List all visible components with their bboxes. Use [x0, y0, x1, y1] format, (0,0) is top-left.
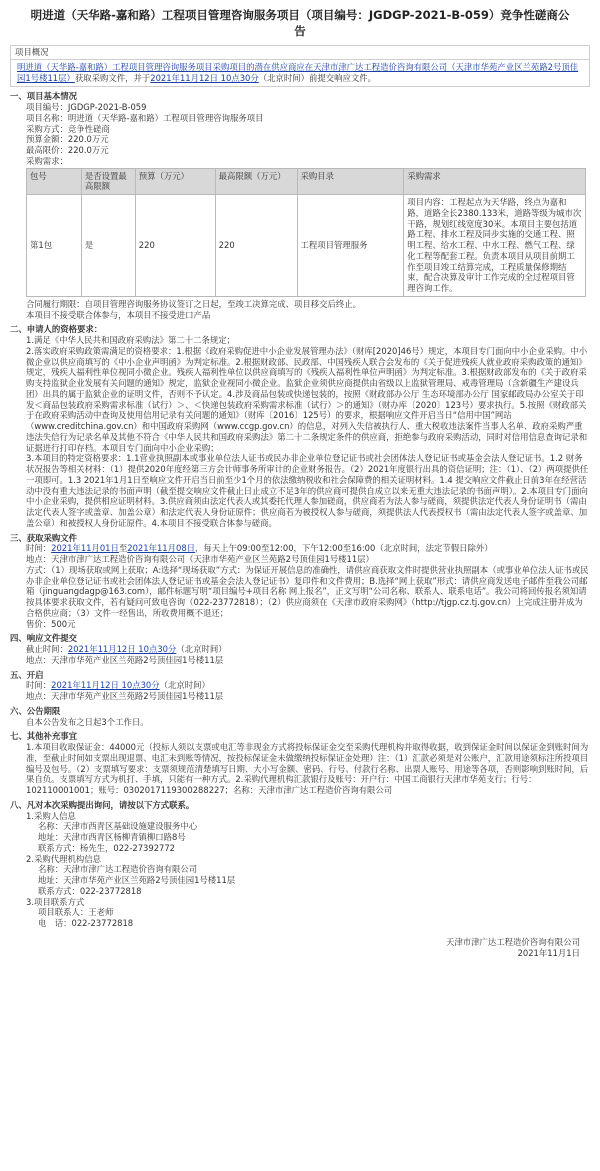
project-name: 项目名称：明进道（天华路-嘉和路）工程项目管理咨询服务项目: [26, 112, 264, 123]
table-cell-catalog: 工程项目管理服务: [297, 195, 404, 297]
budget-amount: 预算金额：220.0万元: [26, 134, 109, 145]
overview-text: 明进道（天华路-嘉和路）工程项目管理咨询服务项目采购项目的潜在供应商应在天津市津广达工程造价咨询有限公司（天津市华苑产业区兰苑路2号顶佳园1号楼11层）获取采购文件，并于2021年11月12日 10点30分（北京时间）前提交响应文件。: [17, 61, 579, 83]
consortium-note: 本项目不接受联合体参与，本项目不接受进口产品: [26, 309, 211, 320]
section-7-heading: 七、其他补充事宜: [10, 731, 77, 742]
section-7-body: [10, 742, 590, 796]
obtain-end-date: 2021年11月08日: [127, 543, 196, 554]
max-price: 最高限价：220.0万元: [26, 145, 109, 156]
document-price: 售价：500元: [26, 618, 76, 629]
table-header: 是否设置最高限额: [81, 168, 135, 195]
announcement-period: 自本公告发布之日起3个工作日。: [26, 716, 149, 727]
table-cell-limit: 是: [81, 195, 135, 297]
obtain-method: 方式：（1）现场获取或网上获取；A:选择“现场获取”方式：为保证开展信息的准确性，请供应商获取文件时提供营业执照副本（或事业单位法人证书或民办非企业单位登记证书或社会团体法人登记证书或基金会法人登记证书）复印件和文件费用；B.选择“网上获取”形式：请供应商发送电子邮件至我公司邮箱（jinguangdagp@163.com），邮件标题写明“项目编号+项目名称 网上报名”，正文写明“公司名称、联系人、联系电话”。我公司将回传报名须知请按具体要求获取文件，若有疑问可致电咨询（022-23772818）；（2）供应商须在《天津市政府采购网》（http://tjgp.cz.tj.gov.cn）上完成注册并成为合格供应商；（3）文件一经售出，所收费用概不退还；: [26, 564, 589, 618]
project-code: 项目编号：JGDGP-2021-B-059: [26, 102, 147, 113]
section-8-heading: 八、凡对本次采购提出询问，请按以下方式联系。: [10, 799, 195, 810]
section-4-body: [10, 644, 590, 666]
overview-supplier-address: 明进道（天华路-嘉和路）工程项目管理咨询服务项目采购项目的潜在供应商应在天津市津广达工程造价咨询有限公司（天津市华苑产业区兰苑路2号顶佳园1号楼11层）: [17, 61, 579, 83]
requirements-label: 采购需求：: [26, 155, 68, 166]
requirements-table: [26, 168, 586, 297]
footer-org: 天津市津广达工程造价咨询有限公司: [446, 936, 580, 947]
overview-deadline: 2021年11月12日 10点30分: [150, 72, 259, 83]
footer: [10, 937, 590, 959]
table-cell-budget: 220: [135, 195, 215, 297]
section-2-heading: 二、申请人的资格要求：: [10, 324, 103, 335]
section-3-heading: 三、获取采购文件: [10, 532, 77, 543]
project-contact-person: 项目联系人：王老师: [38, 907, 114, 918]
section-4-heading: 四、响应文件提交: [10, 633, 77, 644]
table-cell-package: 第1包: [27, 195, 82, 297]
purchaser-address: 地址：天津市西青区杨柳青镇柳口路8号: [38, 832, 186, 843]
opening-place: 地点：天津市华苑产业区兰苑路2号顶佳园1号楼11层: [26, 691, 224, 702]
section-5-heading: 五、开启: [10, 669, 44, 680]
overview-label: 项目概况: [11, 46, 589, 60]
section-1-heading: 一、项目基本情况: [10, 91, 77, 102]
obtain-time: 时间：2021年11月01日至2021年11月08日，每天上午09:00至12:00，下午12:00至16:00（北京时间，法定节假日除外）: [26, 543, 493, 554]
table-header: 最高限额（万元）: [215, 168, 297, 195]
table-header: 包号: [27, 168, 82, 195]
section-1-lines: [10, 102, 590, 167]
purchaser-name: 名称：天津市西青区基础设施建设服务中心: [38, 821, 198, 832]
section-1-after: [10, 299, 590, 321]
section-3-body: [10, 543, 590, 629]
submission-place: 地点：天津市华苑产业区兰苑路2号顶佳园1号楼11层: [26, 654, 224, 665]
agency-contact: 联系方式：022-23772818: [38, 885, 142, 896]
agency-address: 地址：天津市华苑产业区兰苑路2号顶佳园1号楼11层: [38, 875, 236, 886]
table-header: 预算（万元）: [135, 168, 215, 195]
submission-deadline: 截止时间：2021年11月12日 10点30分（北京时间）: [26, 644, 227, 655]
table-row: [27, 195, 586, 297]
qualification-3: 3.本项目的特定资格要求：1.1营业执照副本或事业单位法人证书或民办非企业单位登记证书或社会团体法人登记证书或基金会法人登记证书。1.2 财务状况报告等相关材料：（1）提供2020年度经第三方会计师事务所审计的企业财务报告。（2）2021年度银行出具的资信证明；注：（1）、（2）两项提供任一项即可。1.3 2021年1月1日至响应文件开启当日前至少1个月的依法缴纳税收和社会保障费的相关证明材料。1.4 提交响应文件截止日前3年在经营活动中没有重大违法记录的书面声明（截至提交响应文件截止日止成立不足3年的供应商可提供自成立以来无重大违法记录的书面声明）。2.本项目专门面向中小企业采购，提供相应证明材料。3.供应商须由法定代表人或其委托代理人参加磋商，供应商若为法人参与磋商，须提供法定代表人身份证明书（需由法定代表人签字或盖章、加盖公章）和法定代表人身份证原件；供应商若为被授权人参与磋商，须提供法人代表授权书（需由法定代表人签字或盖章、加盖公章）和被授权人身份证原件。4.本项目不接受联合体参与磋商。: [26, 453, 589, 528]
obtain-place: 地点：天津市津广达工程造价咨询有限公司（天津市华苑产业区兰苑路2号顶佳园1号楼11层）: [26, 554, 374, 565]
qualification-1: 1.满足《中华人民共和国政府采购法》第二十二条规定；: [26, 335, 235, 346]
project-contact-title: 3.项目联系方式: [26, 896, 85, 907]
table-header-row: [27, 168, 586, 195]
section-6-heading: 六、公告期限: [10, 705, 61, 716]
purchaser-title: 1.采购人信息: [26, 810, 76, 821]
agency-name: 名称：天津市津广达工程造价咨询有限公司: [38, 864, 198, 875]
footer-date: 2021年11月1日: [517, 947, 580, 958]
section-2-body: [10, 335, 590, 529]
procurement-method: 采购方式：竞争性磋商: [26, 123, 110, 134]
agency-title: 2.采购代理机构信息: [26, 853, 101, 864]
qualification-2: 2.落实政府采购政策需满足的资格要求：1.根据《政府采购促进中小企业发展管理办法》（财库[2020]46号）规定，本项目专门面向中小企业采购。中小微企业以供应商填写的《中小企业声明函》为判定标准。2.根据财政部、民政部、中国残疾人联合会发布的《关于促进残疾人就业政府采购政策的通知》规定，残疾人福利性单位视同小微企业。残疾人福利性单位以供应商填写的《残疾人福利性单位声明函》为判定标准。3.根据财政部发布的《关于政府采购支持监狱企业发展有关问题的通知》规定，监狱企业视同小微企业。监狱企业须供应商提供由省级以上监狱管理局、戒毒管理局（含新疆生产建设兵团）出具的属于监狱企业的证明文件，否则不予认定。4.涉及商品包装或快递包装的，按照《财政部办公厅 生态环境部办公厅 国家邮政局办公室关于印发＜商品包装政府采购需求标准（试行）＞、＜快递包装政府采购需求标准（试行）＞的通知》（财办库〔2020〕123号）要求执行。5.按照《财政部关于在政府采购活动中查询及使用信用记录有关问题的通知》（财库〔2016〕125号）的要求，根据响应文件开启当日“信用中国”网站（www.creditchina.gov.cn）和中国政府采购网（www.ccgp.gov.cn）的信息，对列入失信被执行人、重大税收违法案件当事人名单、政府采购严重违法失信行为记录名单及其他不符合《中华人民共和国政府采购法》第二十二条规定条件的供应商，拒绝参与政府采购活动，同时对信用信息查询记录和证据进行打印存档。本项目专门面向中小企业采购；: [26, 345, 588, 453]
deposit-info: 1.本项目收取保证金：44000元（投标人须以支票或电汇等非现金方式将投标保证金交至采购代理机构并取得收据，收到保证金时间以保证金到账时间为准，至截止时间如支票出现退票、电汇未到账等情况，按投标保证金未做缴纳投标保证金处理）注：（1）汇款必须是对公账户，汇款用途须标注所投项目编号及包号。（2）支票填写要求：支票须规范清楚填写日期、大小写金额、密码、行号、付款行名称、出票人账号、用途等各项，否则影响到账时间，后果自负。支票填写方式为机打、手填，只能有一种方式。2.采购代理机构汇款银行及账号：开户行：中国工商银行天津市华苑支行；行号：102110001001；账号：0302017119300288227；名称：天津市津广达工程造价咨询有限公司: [26, 742, 589, 796]
section-6-body: [10, 717, 590, 728]
project-overview-box: [10, 45, 590, 87]
table-cell-max: 220: [215, 195, 297, 297]
table-header: 采购目录: [297, 168, 404, 195]
opening-time: 时间：2021年11月12日 10点30分（北京时间）: [26, 680, 210, 691]
table-header: 采购需求: [404, 168, 586, 195]
contract-term: 合同履行期限：自项目管理咨询服务协议签订之日起，至竣工决算完成、项目移交后终止。: [26, 298, 361, 309]
purchaser-contact: 联系方式：杨先生，022-27392772: [38, 842, 176, 853]
obtain-start-date: 2021年11月01日: [51, 543, 119, 554]
section-8-body: [10, 811, 590, 929]
project-contact-phone: 电 话：022-23772818: [38, 918, 134, 929]
section-5-body: [10, 680, 590, 702]
page-title: 明进道（天华路-嘉和路）工程项目管理咨询服务项目（项目编号：JGDGP-2021-B-059）竞争性磋商公告: [30, 8, 570, 38]
table-cell-requirement: 项目内容：工程起点为天华路，终点为嘉和路，道路全长2380.133米，道路等级为城市次干路，规划红线宽度30米。本项目主要包括道路工程、排水工程及同步实施的交通工程、照明工程、给水工程、中水工程、燃气工程、绿化工程等配套工程。负责本项目从项目前期工作至项目竣工结算完成，工程质量保修期结束，配合决算及审计工作完成的全过程项目管理咨询工作。: [404, 195, 586, 297]
